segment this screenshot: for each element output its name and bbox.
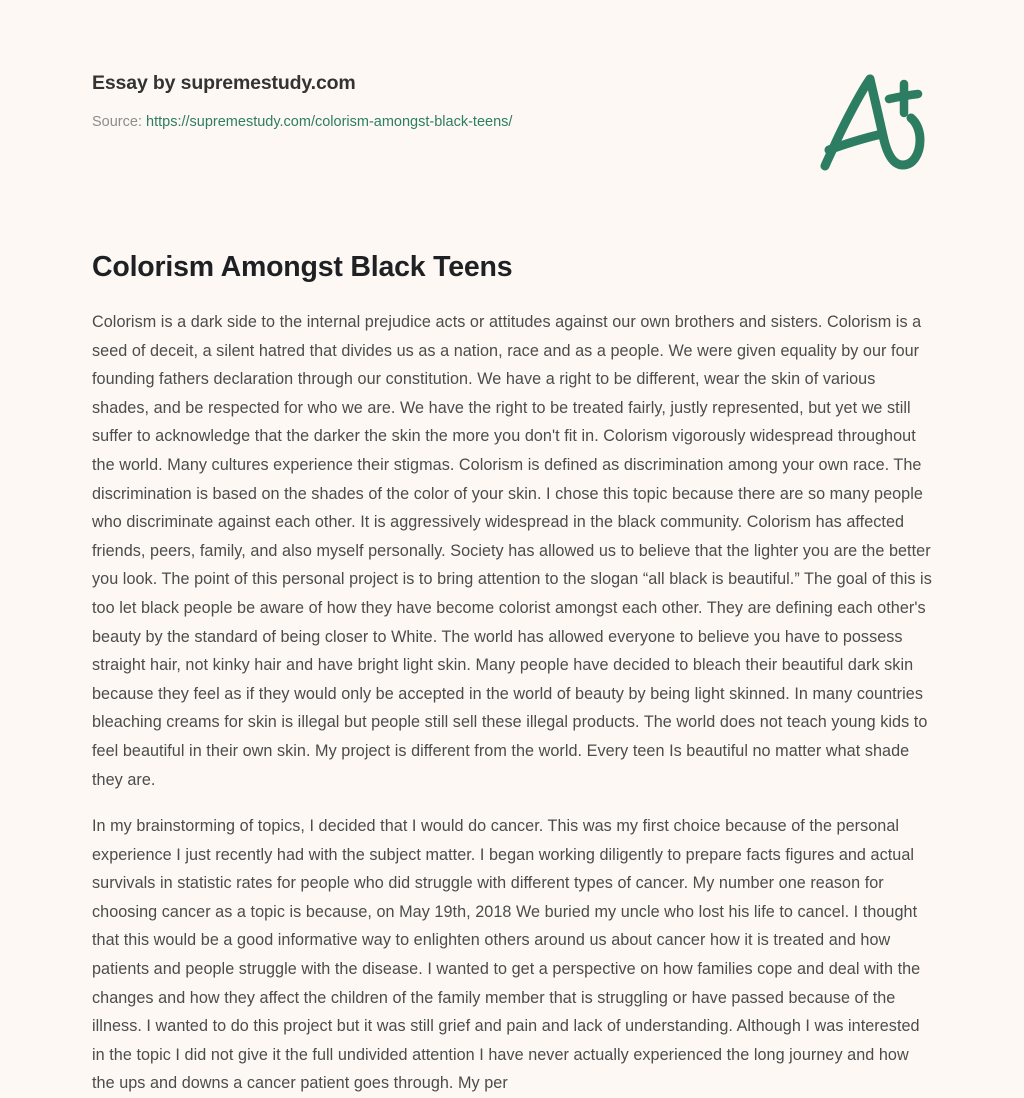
- article-paragraph: In my brainstorming of topics, I decided that I would do cancer. This was my first choice because of the personal experience I just recently had with the subject matter. I began working diligently to prepare facts figures and actual survivals in statistic rates for people who did struggle with different types of cancer. My number one reason for choosing cancer as a topic is because, on May 19th, 2018 We buried my uncle who lost his life to cancel. I thought that this would be a good informative way to enlighten others around us about cancer how it is treated and how patients and people struggle with the disease. I wanted to get a perspective on how families cope and deal with the changes and how they affect the children of the family member that is struggling or have passed because of the illness. I wanted to do this project but it was still grief and pain and lack of understanding. Although I was interested in the topic I did not give it the full undivided attention I have never actually experienced the long journey and how the ups and downs a cancer patient goes through. My per: [92, 817, 921, 1093]
- page-title: Colorism Amongst Black Teens: [92, 251, 513, 283]
- article: [92, 248, 934, 1098]
- a-plus-logo-icon: [812, 68, 930, 180]
- source-label: Source:: [92, 114, 142, 130]
- site-logo[interactable]: [812, 68, 930, 180]
- article-body: [92, 308, 934, 1098]
- source-line: [92, 112, 792, 132]
- source-url-link[interactable]: https://supremestudy.com/colorism-amongst-black-teens/: [146, 114, 513, 130]
- essay-by-label: Essay by supremestudy.com: [92, 72, 356, 94]
- article-paragraph: Colorism is a dark side to the internal prejudice acts or attitudes against our own brothers and sisters. Colorism is a seed of deceit, a silent hatred that divides us as a nation, race and as a people. We were given equality by our four founding fathers declaration through our constitution. We have a right to be different, wear the skin of various shades, and be respected for who we are. We have the right to be treated fairly, justly represented, but yet we still suffer to acknowledge that the darker the skin the more you don't fit in. Colorism vigorously widespread throughout the world. Many cultures experience their stigmas. Colorism is defined as discrimination among your own race. The discrimination is based on the shades of the color of your skin. I chose this topic because there are so many people who discriminate against each other. It is aggressively widespread in the black community. Colorism has affected friends, peers, family, and also myself personally. Society has allowed us to believe that the lighter you are the better you look. The point of this personal project is to bring attention to the slogan “all black is beautiful.” The goal of this is too let black people be aware of how they have become colorist amongst each other. They are defining each other's beauty by the standard of being closer to White. The world has allowed everyone to believe you have to possess straight hair, not kinky hair and have bright light skin. Many people have decided to bleach their beautiful dark skin because they feel as if they would only be accepted in the world of beauty by being light skinned. In many countries bleaching creams for skin is illegal but people still sell these illegal products. The world does not teach young kids to feel beautiful in their own skin. My project is different from the world. Every teen Is beautiful no matter what shade they are.: [92, 313, 932, 789]
- page-header: [0, 0, 1024, 200]
- brand-block: [92, 70, 792, 132]
